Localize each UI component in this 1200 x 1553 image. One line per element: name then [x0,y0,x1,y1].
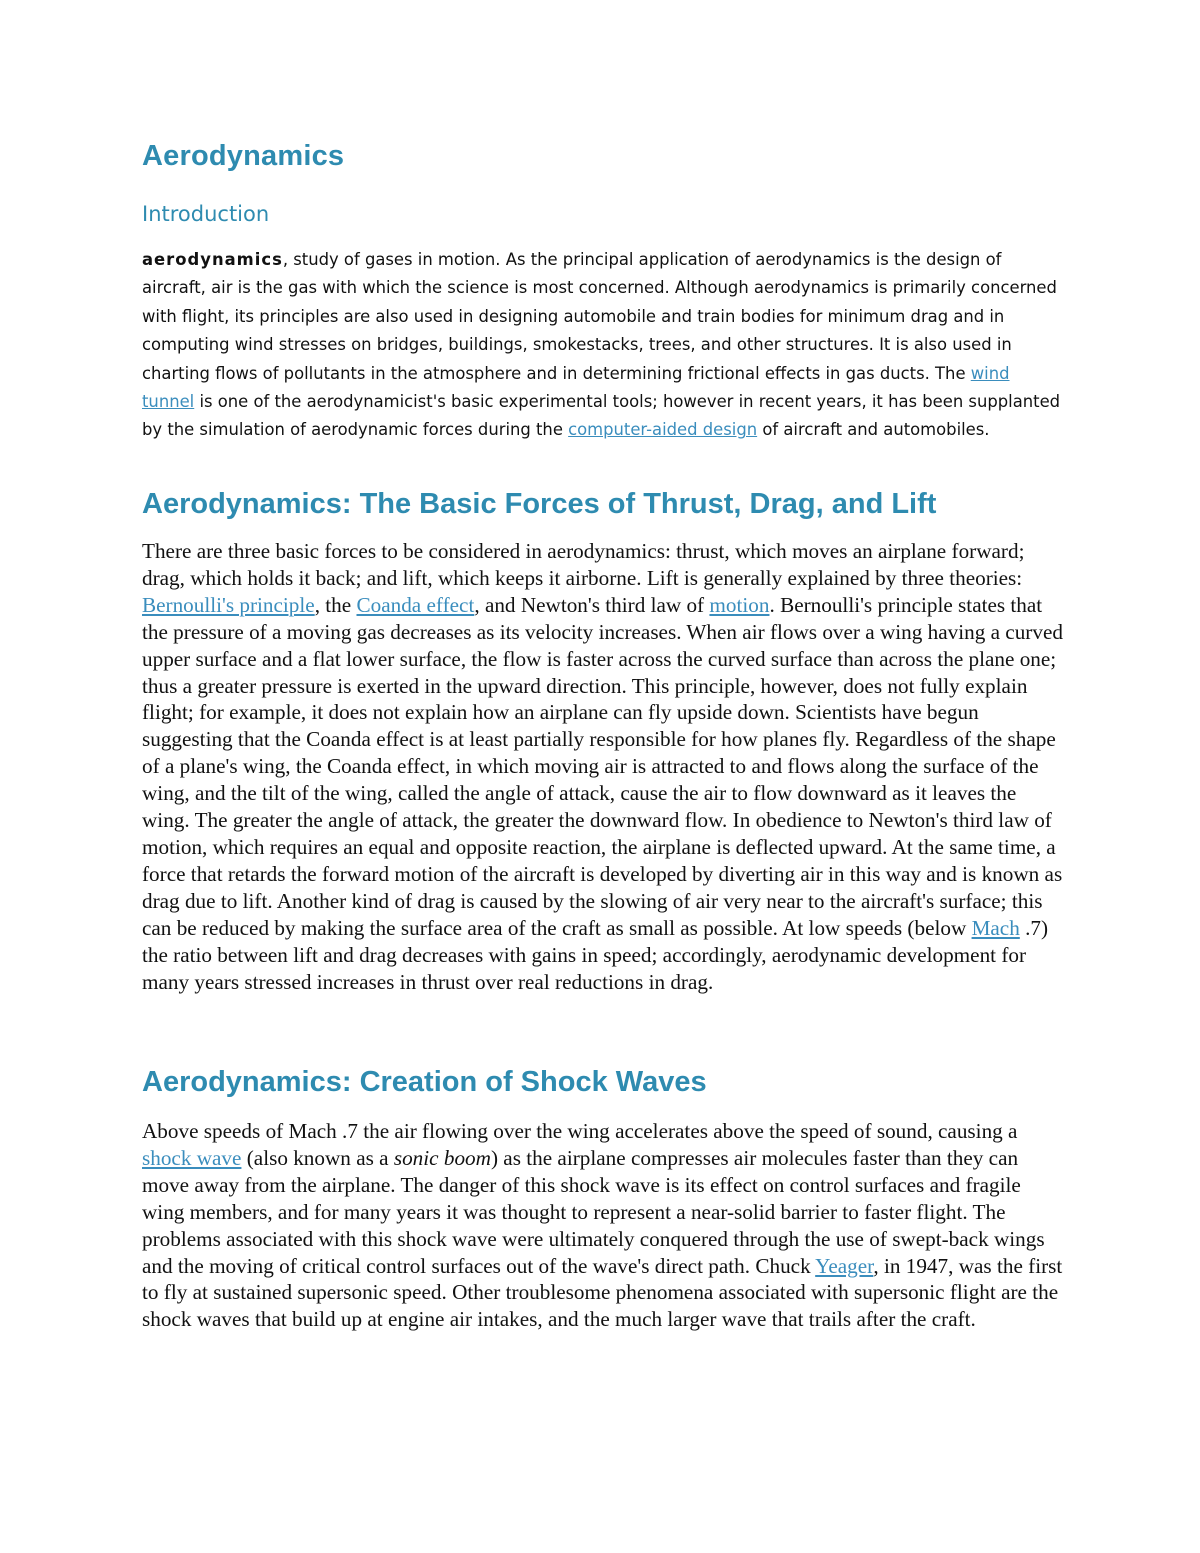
section-heading-shock-waves: Aerodynamics: Creation of Shock Waves [142,1066,707,1098]
basic-forces-paragraph [142,538,1064,995]
paragraph-text: There are three basic forces to be considered in aerodynamics: thrust, which moves an airplane forward; drag, which holds it back; and lift, which keeps it airborne. Lift is generally explained by three theories: [142,539,1025,590]
intro-text: is one of the aerodynamicist's basic experimental tools; however in recent years, it has been supplanted by the simulation of aerodynamic forces during the [142,392,1061,440]
intro-text: of aircraft and automobiles. [757,420,990,440]
mach-link[interactable]: Mach [971,915,1020,940]
page-title: Aerodynamics [142,140,345,172]
intro-text: , study of gases in motion. As the principal application of aerodynamics is the design of aircraft, air is the gas with which the science is most concerned. Although aerodynamics is primarily concerned with flight, its principles are also used in designing automobile and train bodies for minimum drag and in computing wind stresses on bridges, buildings, smokestacks, trees, and other structures. It is also used in charting flows of pollutants in the atmosphere and in determining frictional effects in gas ducts. The [142,250,1057,383]
computer-aided-design-link[interactable]: computer-aided design [568,420,758,440]
wind-tunnel-link[interactable]: wind tunnel [142,363,1010,412]
sonic-boom-emphasis: sonic boom [393,1145,491,1170]
paragraph-text: , the [314,592,357,617]
shock-wave-link[interactable]: shock wave [142,1145,242,1170]
paragraph-text: (also known as a [241,1145,394,1170]
paragraph-text: , in 1947, was the first to fly at sustained supersonic speed. Other troublesome phenomena associated with supersonic flight are the shock waves that build up at engine air intakes, and the much larger wave that trails after the craft. [142,1253,1063,1332]
paragraph-text: . Bernoulli's principle states that the pressure of a moving gas decreases as its velocity increases. When air flows over a wing having a curved upper surface and a flat lower surface, the flow is faster across the curved surface than across the plane one; thus a greater pressure is exerted in the upward direction. This principle, however, does not fully explain flight; for example, it does not explain how an airplane can fly upside down. Scientists have begun suggesting that the Coanda effect is at least partially responsible for how planes fly. Regardless of the shape of a plane's wing, the Coanda effect, in which moving air is attracted to and flows along the surface of the wing, and the tilt of the wing, called the angle of attack, cause the air to flow downward as it leaves the wing. The greater the angle of attack, the greater the downward flow. In obedience to Newton's third law of motion, which requires an equal and opposite reaction, the airplane is deflected upward. At the same time, a force that retards the forward motion of the aircraft is developed by diverting air in this way and is known as drag due to lift. Another kind of drag is caused by the slowing of air very near to the aircraft's surface; this can be reduced by making the surface area of the craft as small as possible. At low speeds (below [142,592,1063,940]
section-heading-basic-forces: Aerodynamics: The Basic Forces of Thrust, Drag, and Lift [142,488,937,520]
motion-link[interactable]: motion [709,592,770,617]
intro-paragraph [142,246,1062,445]
yeager-link[interactable]: Yeager [815,1253,874,1278]
bernoullis-principle-link[interactable]: Bernoulli's principle [142,592,315,617]
paragraph-text: , and Newton's third law of [474,592,710,617]
section-subtitle-introduction: Introduction [142,202,270,226]
shock-waves-paragraph [142,1118,1064,1333]
intro-term: aerodynamics [142,250,283,269]
paragraph-text: ) as the airplane compresses air molecules faster than they can move away from the airplane. The danger of this shock wave is its effect on control surfaces and fragile wing members, and for many years it was thought to represent a near-solid barrier to faster flight. The problems associated with this shock wave were ultimately conquered through the use of swept-back wings and the moving of critical control surfaces out of the wave's direct path. Chuck [142,1145,1045,1278]
paragraph-text: Above speeds of Mach .7 the air flowing over the wing accelerates above the speed of sound, causing a [142,1119,1018,1143]
coanda-effect-link[interactable]: Coanda effect [356,592,475,617]
paragraph-text: .7) the ratio between lift and drag decreases with gains in speed; accordingly, aerodynamic development for many years stressed increases in thrust over real reductions in drag. [142,915,1049,994]
